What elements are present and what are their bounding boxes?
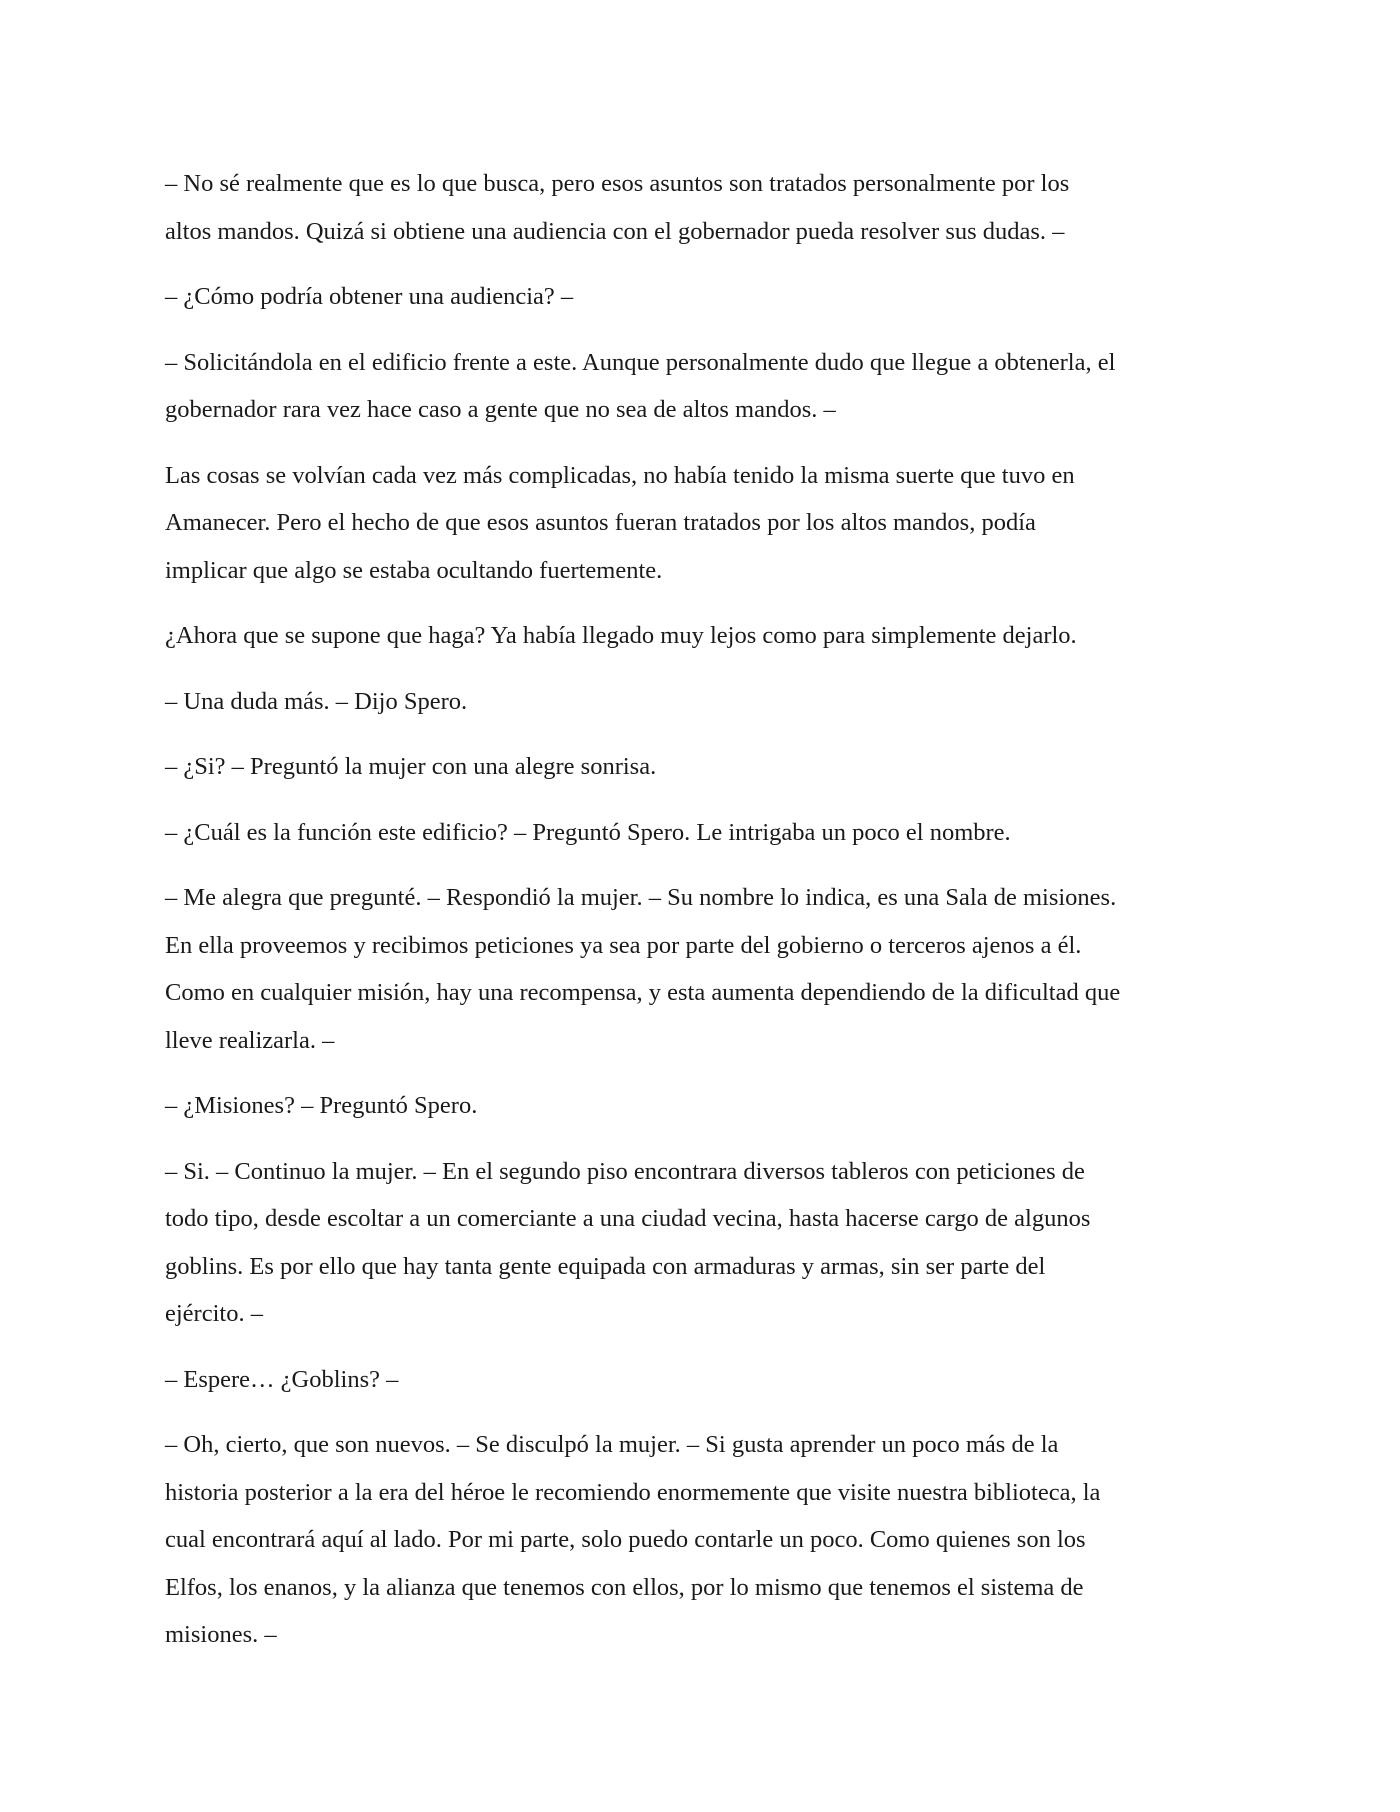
text-line: misiones. – [165, 1621, 277, 1648]
paragraph [165, 743, 1240, 791]
text-line: historia posterior a la era del héroe le recomiendo enormemente que visite nuestra biblioteca, la [165, 1478, 1101, 1506]
text-line: – Me alegra que pregunté. – Respondió la mujer. – Su nombre lo indica, es una Sala de misiones. [165, 884, 1117, 911]
text-line: implicar que algo se estaba ocultando fuertemente. [165, 556, 663, 584]
text-line: – ¿Misiones? – Preguntó Spero. [165, 1092, 478, 1119]
text-line: – ¿Cómo podría obtener una audiencia? – [165, 283, 574, 310]
paragraph [165, 273, 1240, 321]
text-line: gobernador rara vez hace caso a gente que no sea de altos mandos. – [165, 396, 836, 423]
paragraph [165, 1356, 1240, 1404]
text-line: En ella proveemos y recibimos peticiones ya sea por parte del gobierno o terceros ajenos a él. [165, 931, 1082, 959]
paragraph [165, 809, 1240, 857]
document-page [165, 160, 1240, 1677]
text-line: altos mandos. Quizá si obtiene una audiencia con el gobernador pueda resolver sus dudas. – [165, 217, 1065, 245]
paragraph [165, 678, 1240, 726]
text-line: Como en cualquier misión, hay una recompensa, y esta aumenta dependiendo de la dificultad que [165, 979, 1121, 1006]
paragraph [165, 160, 1240, 255]
text-line: Las cosas se volvían cada vez más complicadas, no había tenido la misma suerte que tuvo en [165, 461, 1075, 489]
paragraph [165, 339, 1240, 434]
text-line: – Solicitándola en el edificio frente a este. Aunque personalmente dudo que llegue a obtenerla, el [165, 348, 1116, 376]
text-line: ejército. – [165, 1300, 263, 1327]
text-line: – ¿Si? – Preguntó la mujer con una alegre sonrisa. [165, 753, 657, 780]
text-line: – Una duda más. – Dijo Spero. [165, 687, 468, 715]
text-line: Elfos, los enanos, y la alianza que tenemos con ellos, por lo mismo que tenemos el sistema de [165, 1573, 1084, 1601]
paragraph [165, 1421, 1240, 1659]
text-line: lleve realizarla. – [165, 1026, 335, 1054]
text-line: ¿Ahora que se supone que haga? Ya había llegado muy lejos como para simplemente dejarlo. [165, 622, 1077, 649]
text-line: goblins. Es por ello que hay tanta gente equipada con armaduras y armas, sin ser parte del [165, 1252, 1046, 1280]
paragraph [165, 874, 1240, 1064]
text-line: todo tipo, desde escoltar a un comerciante a una ciudad vecina, hasta hacerse cargo de algunos [165, 1205, 1091, 1232]
paragraph [165, 1082, 1240, 1130]
paragraph [165, 1148, 1240, 1338]
text-line: – Oh, cierto, que son nuevos. – Se disculpó la mujer. – Si gusta aprender un poco más de la [165, 1431, 1059, 1458]
text-line: – No sé realmente que es lo que busca, pero esos asuntos son tratados personalmente por los [165, 170, 1070, 197]
text-line: – Espere… ¿Goblins? – [165, 1365, 399, 1393]
text-line: – Si. – Continuo la mujer. – En el segundo piso encontrara diversos tableros con peticiones de [165, 1157, 1085, 1185]
text-line: – ¿Cuál es la función este edificio? – Preguntó Spero. Le intrigaba un poco el nombre. [165, 818, 1011, 846]
paragraph [165, 612, 1240, 660]
paragraph [165, 452, 1240, 595]
text-line: cual encontrará aquí al lado. Por mi parte, solo puedo contarle un poco. Como quienes son los [165, 1526, 1086, 1553]
text-line: Amanecer. Pero el hecho de que esos asuntos fueran tratados por los altos mandos, podía [165, 509, 1036, 536]
